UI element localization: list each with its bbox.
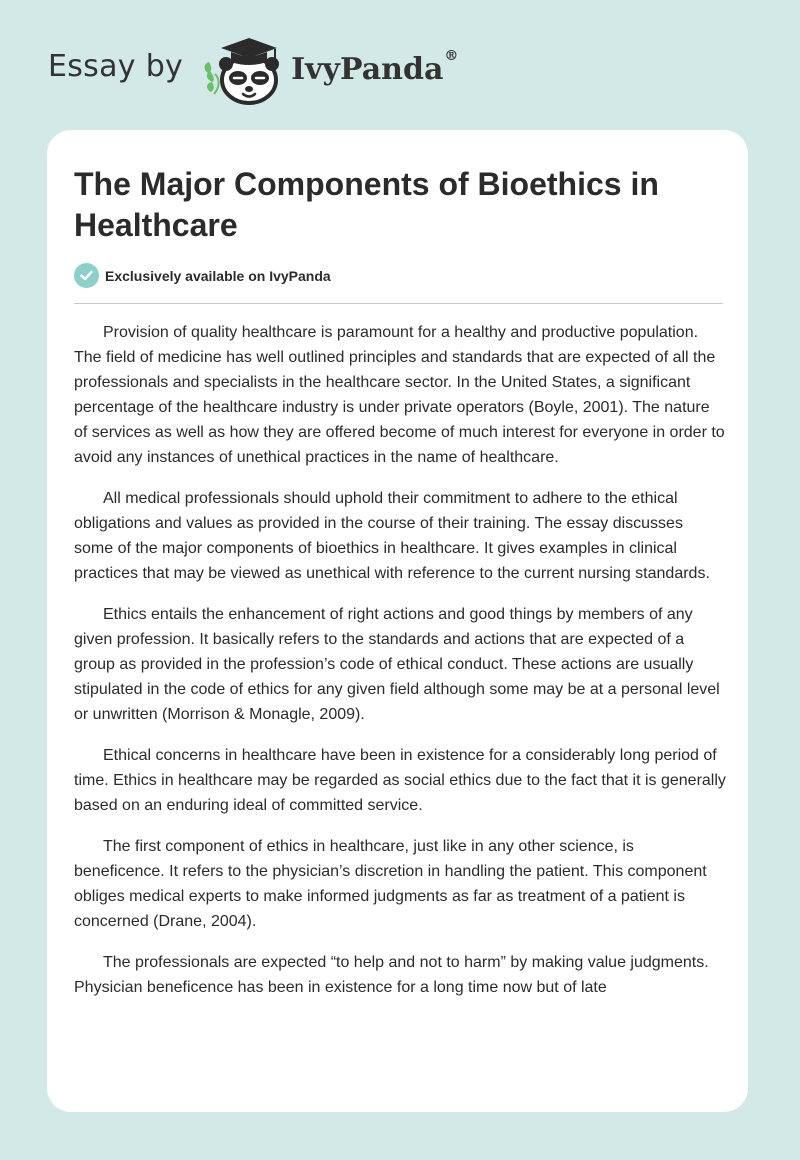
essay-paragraph: All medical professionals should uphold their commitment to adhere to the ethical obligations and values as provided in the course of their training. The essay discusses some of the major components of bioethics in healthcare. It gives examples in clinical practices that may be viewed as unethical with reference to the current nursing standards. (74, 490, 710, 582)
badge-text: Exclusively available on IvyPanda (105, 267, 331, 284)
check-circle-icon (74, 263, 99, 288)
site-header (48, 34, 458, 106)
essay-paragraph: The professionals are expected “to help and not to harm” by making value judgments. Physician beneficence has been in existence for a long time now but of late (74, 954, 709, 996)
exclusive-badge (74, 263, 331, 288)
brand-prefix: Essay by (48, 48, 184, 84)
brand-name[interactable]: IvyPanda® (291, 47, 459, 87)
essay-title: The Major Components of Bioethics in Healthcare (74, 166, 659, 243)
essay-paragraph: Provision of quality healthcare is paramount for a healthy and productive population. The field of medicine has well outlined principles and standards that are expected of all the professionals and specialists in the healthcare sector. In the United States, a significant percentage of the healthcare industry is under private operators (Boyle, 2001). The nature of services as well as how they are offered become of much interest for everyone in order to avoid any instances of unethical practices in the name of healthcare. (74, 324, 725, 466)
panda-graduate-logo-icon[interactable] (201, 34, 287, 106)
essay-paragraph: Ethics entails the enhancement of right actions and good things by members of any given profession. It basically refers to the standards and actions that are expected of a group as provided in the profession’s code of ethical conduct. These actions are usually stipulated in the code of ethics for any given field although some may be at a personal level or unwritten (Morrison & Monagle, 2009). (74, 606, 720, 723)
essay-body (74, 320, 726, 1016)
divider (74, 303, 723, 304)
essay-paragraph: The first component of ethics in healthcare, just like in any other science, is beneficence. It refers to the physician’s discretion in handling the patient. This component obliges medical experts to make informed judgments as far as treatment of a patient is concerned (Drane, 2004). (74, 838, 707, 930)
essay-paragraph: Ethical concerns in healthcare have been in existence for a considerably long period of time. Ethics in healthcare may be regarded as social ethics due to the fact that it is generally based on an enduring ideal of committed service. (74, 747, 726, 814)
registered-mark: ® (444, 47, 459, 64)
essay-card (47, 130, 748, 1112)
